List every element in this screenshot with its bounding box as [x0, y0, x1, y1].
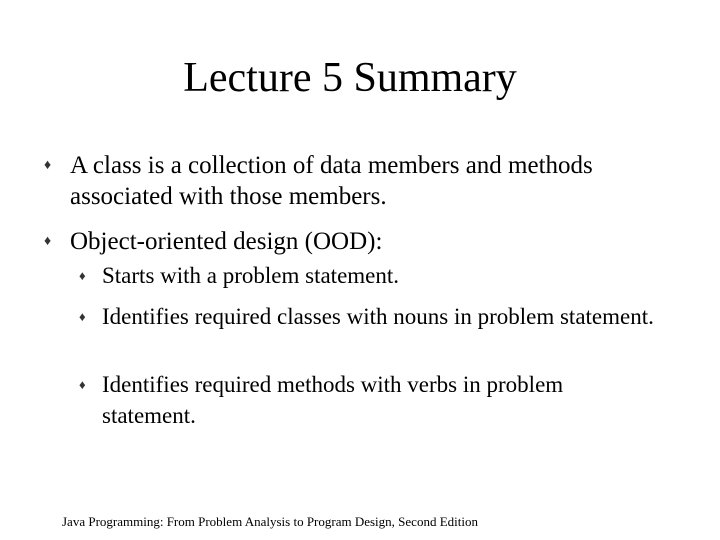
diamond-bullet-icon: ♦	[79, 377, 86, 392]
sub-bullet-item	[79, 369, 662, 431]
bullet-text: Starts with a problem statement.	[102, 263, 400, 288]
diamond-bullet-icon: ♦	[79, 309, 86, 324]
slide-title: Lecture 5 Summary	[183, 55, 517, 101]
sub-bullet-item	[79, 301, 662, 332]
bullet-text: A class is a collection of data members and methods associated with those members.	[70, 152, 593, 210]
bullet-item	[44, 150, 680, 212]
bullet-item	[44, 226, 680, 257]
bullet-text: Identifies required methods with verbs in problem statement.	[102, 372, 564, 428]
sub-bullet-item	[79, 260, 662, 291]
bullet-text: Object-oriented design (OOD):	[70, 228, 383, 255]
bullet-text: Identifies required classes with nouns in problem statement.	[102, 304, 654, 329]
diamond-bullet-icon: ♦	[79, 268, 86, 283]
slide-footer: Java Programming: From Problem Analysis to Program Design, Second Edition	[62, 514, 478, 529]
diamond-bullet-icon: ♦	[44, 234, 52, 249]
diamond-bullet-icon: ♦	[44, 158, 52, 173]
